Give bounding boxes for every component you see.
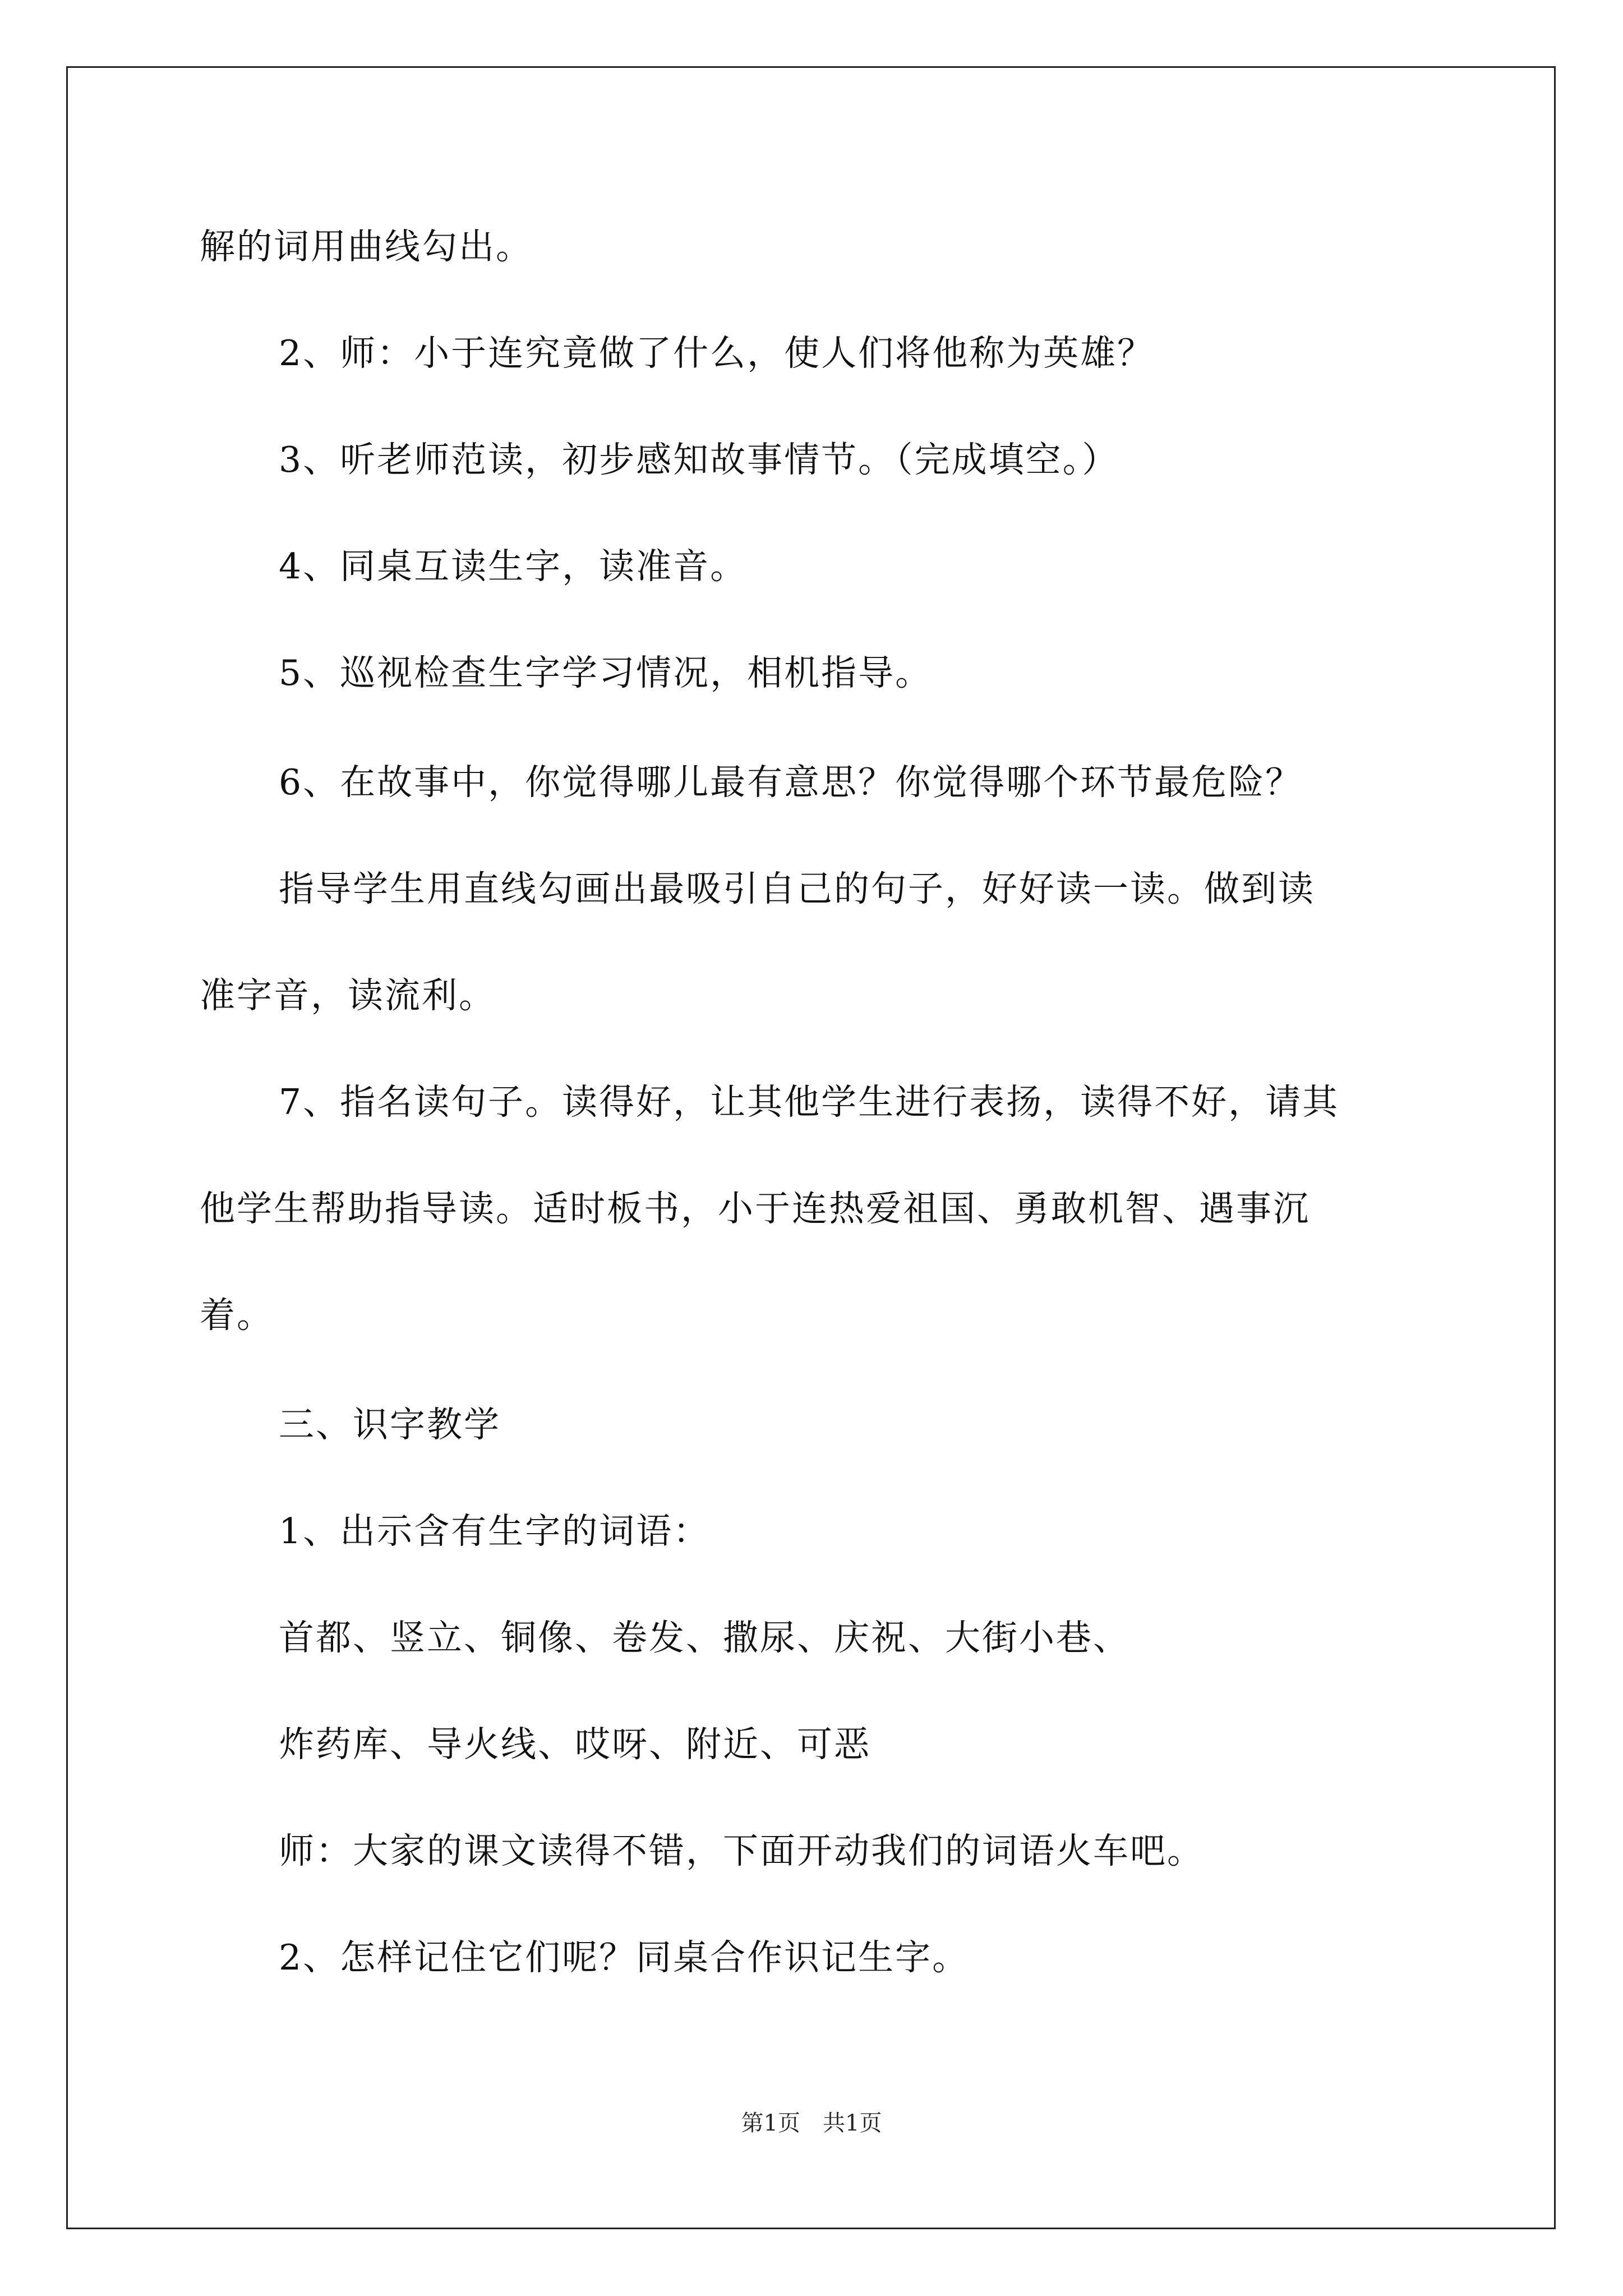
text-line: 1、出示含有生字的词语： [279, 1511, 711, 1552]
page-footer: 第1页 共1页 [741, 2110, 882, 2136]
text-line: 准字音，读流利。 [200, 975, 496, 1016]
text-line: 解的词用曲线勾出。 [200, 226, 533, 267]
text-line: 6、在故事中，你觉得哪儿最有意思？你觉得哪个环节最危险？ [279, 762, 1303, 803]
text-line: 5、巡视检查生字学习情况，相机指导。 [279, 652, 933, 693]
text-line: 他学生帮助指导读。适时板书，小于连热爱祖国、勇敢机智、遇事沉 [200, 1188, 1310, 1229]
page-border [66, 66, 1556, 2229]
text-line: 2、怎样记住它们呢？同桌合作识记生字。 [279, 1937, 970, 1978]
text-line: 首都、竖立、铜像、卷发、撒尿、庆祝、大街小巷、 [279, 1617, 1130, 1658]
text-line: 着。 [200, 1295, 274, 1336]
section-heading: 三、识字教学 [279, 1404, 501, 1445]
text-line: 师：大家的课文读得不错，下面开动我们的词语火车吧。 [279, 1830, 1204, 1871]
text-line: 7、指名读句子。读得好，让其他学生进行表扬，读得不好，请其 [279, 1082, 1340, 1122]
text-line: 2、师：小于连究竟做了什么，使人们将他称为英雄？ [279, 333, 1155, 374]
text-line: 4、同桌互读生字，读准音。 [279, 546, 748, 587]
text-line: 指导学生用直线勾画出最吸引自己的句子，好好读一读。做到读 [279, 868, 1315, 909]
text-line: 炸药库、导火线、哎呀、附近、可恶 [279, 1724, 871, 1765]
text-line: 3、听老师范读，初步感知故事情节。（完成填空。） [279, 439, 1119, 480]
